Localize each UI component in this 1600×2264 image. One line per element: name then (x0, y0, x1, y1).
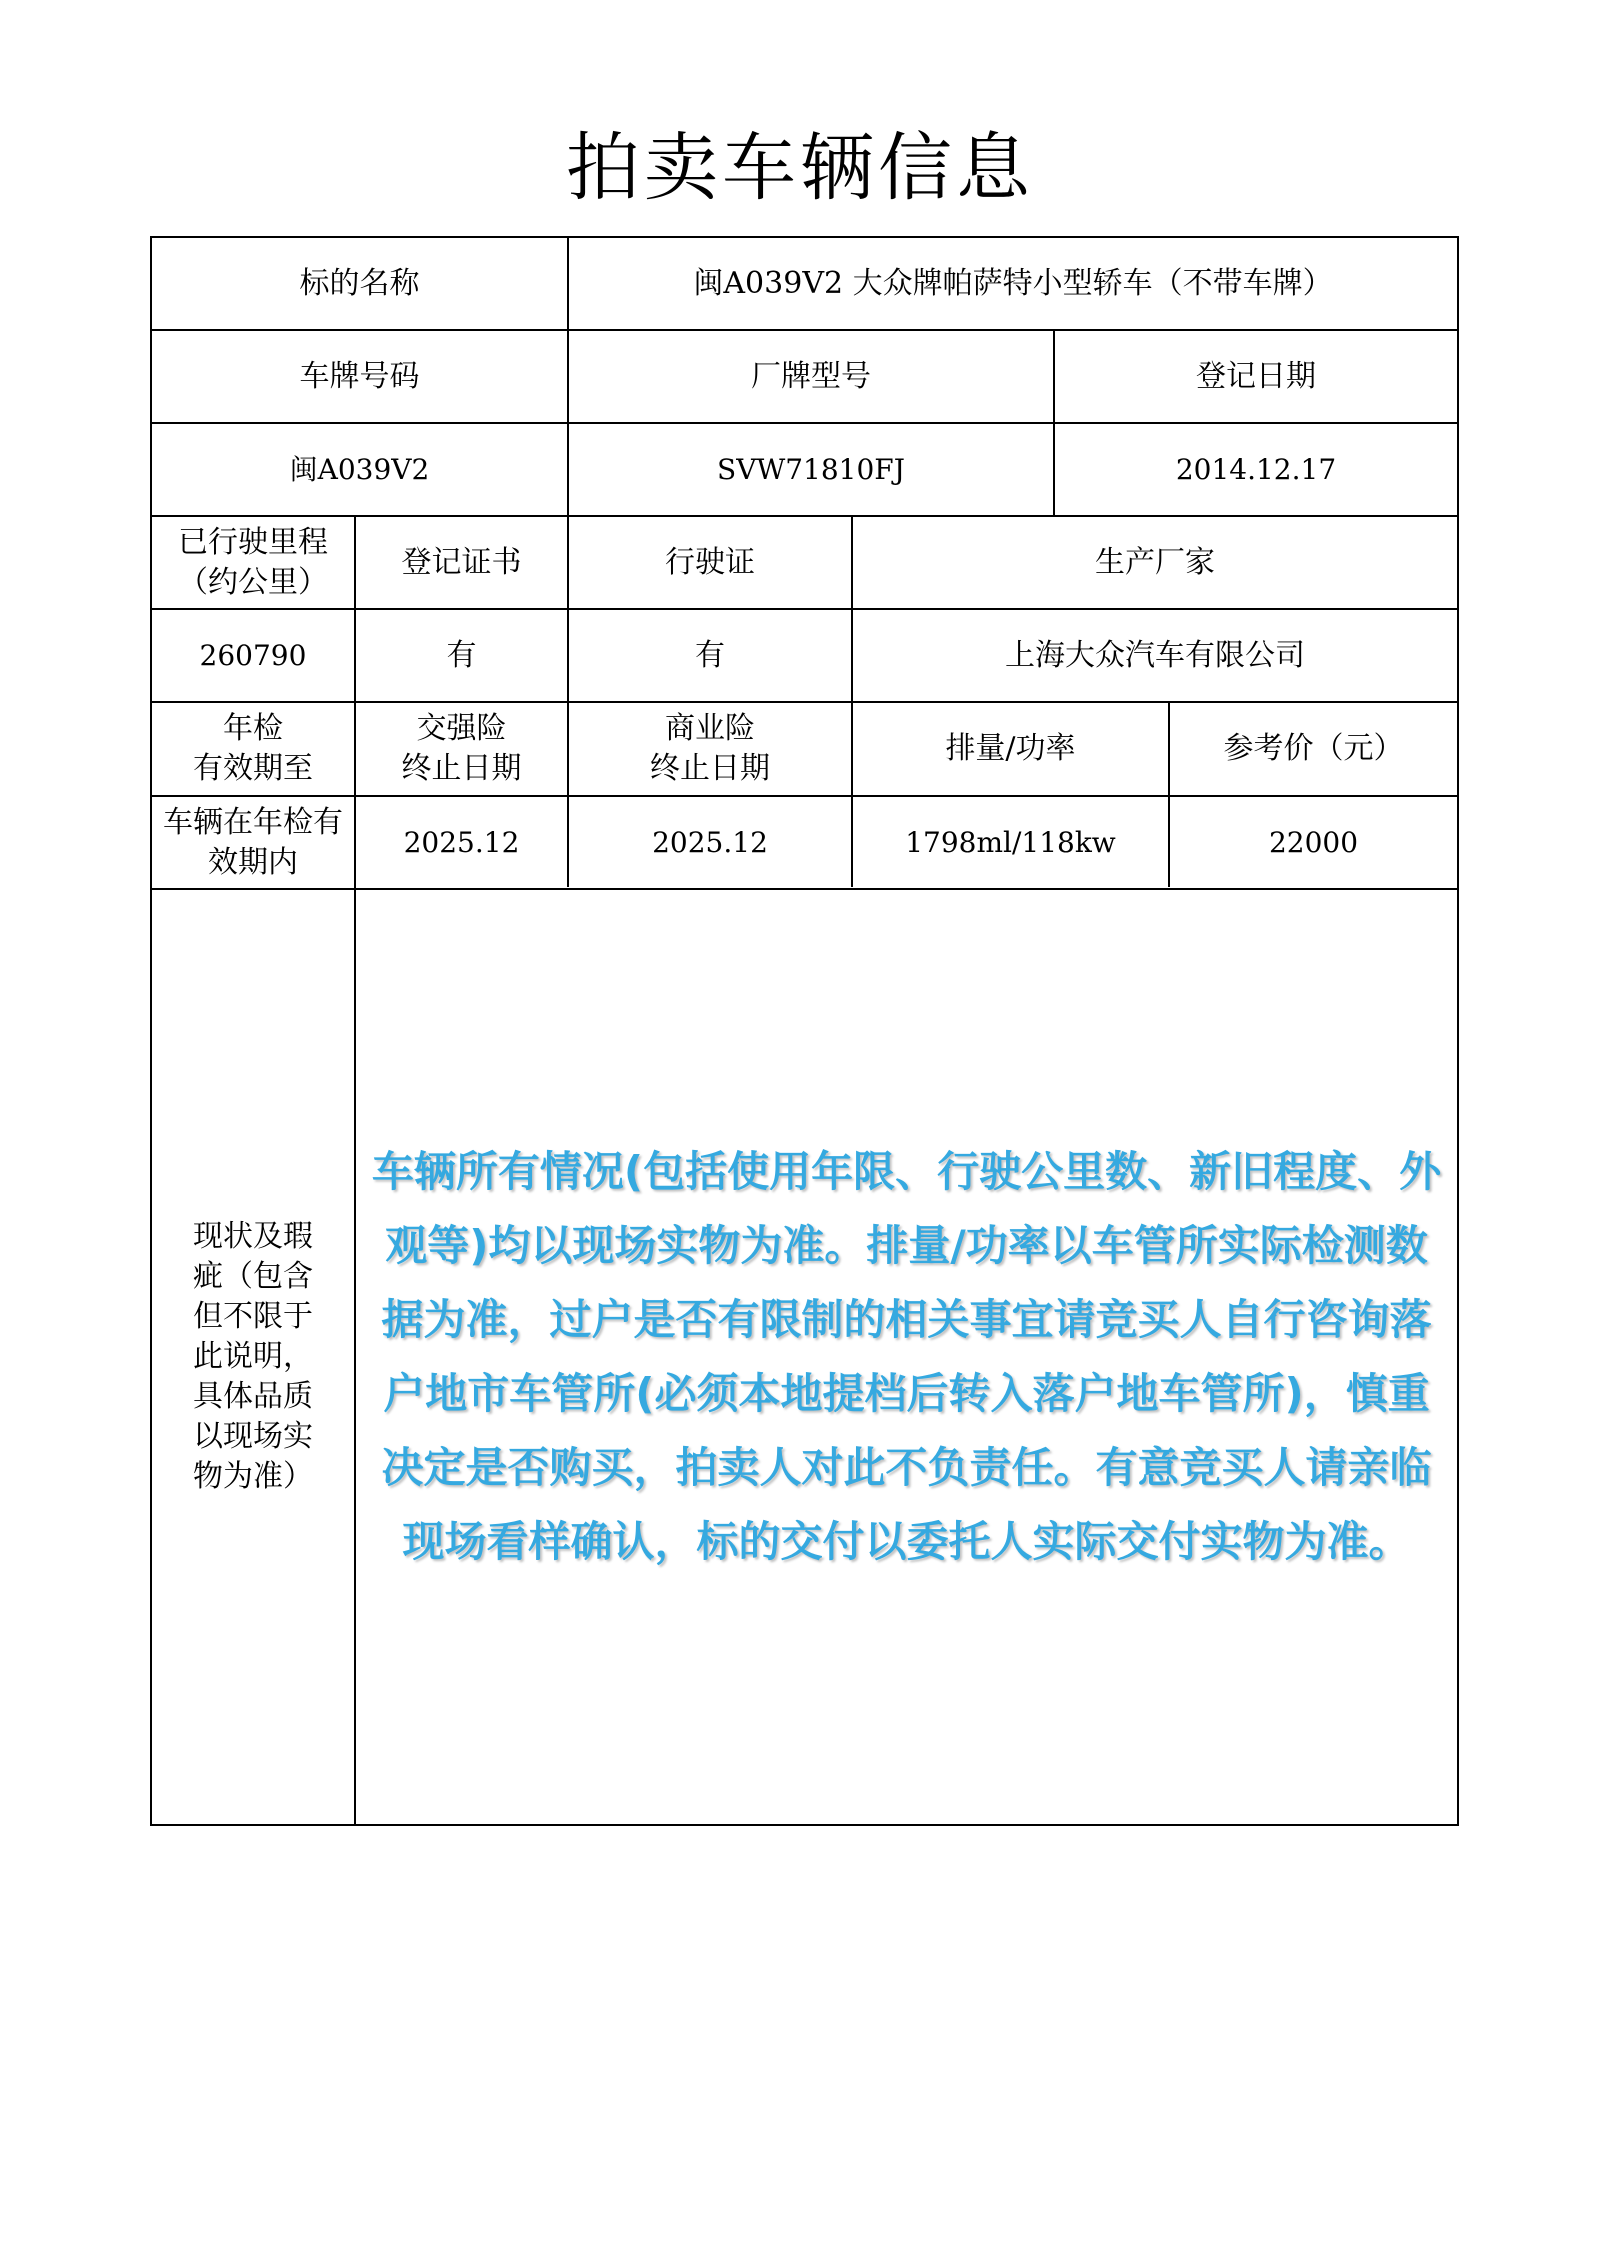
mileage-value: 260790 (199, 638, 307, 672)
compulsory-label-line: 终止日期 (401, 751, 522, 786)
subject-value: 闽A039V2 大众牌帕萨特小型轿车（不带车牌） (693, 265, 1333, 301)
inspection-value-line: 车辆在年检有 (163, 804, 343, 840)
inspection-value (152, 797, 354, 888)
notice-line: 决定是否购买，拍卖人对此不负责任。有意竞买人请亲临 (381, 1443, 1432, 1492)
page-title: 拍卖车辆信息 (566, 125, 1034, 211)
condition-label-line: 具体品质 (193, 1379, 313, 1414)
model-label: 厂牌型号 (751, 358, 871, 394)
manufacturer-value: 上海大众汽车有限公司 (1005, 637, 1305, 673)
condition-label-line: 疵（包含 (193, 1259, 313, 1294)
condition-label-line: 物为准） (193, 1459, 313, 1494)
manufacturer-label: 生产厂家 (1095, 544, 1215, 580)
reg-date-value: 2014.12.17 (1175, 452, 1337, 486)
inspection-label (152, 703, 354, 795)
reg-cert-label: 登记证书 (401, 544, 522, 580)
notice-line: 车辆所有情况(包括使用年限、行驶公里数、新旧程度、外 (371, 1147, 1442, 1196)
condition-label-line: 现状及瑕 (193, 1219, 313, 1254)
compulsory-label-line: 交强险 (416, 711, 507, 746)
table-border-bottom (150, 1824, 1459, 1826)
commercial-insurance-value: 2025.12 (652, 825, 768, 859)
notice-line: 现场看样确认，标的交付以委托人实际交付实物为准。 (402, 1517, 1411, 1566)
commercial-label-line: 商业险 (665, 711, 755, 746)
reg-cert-value: 有 (446, 637, 477, 673)
license-value: 有 (695, 637, 725, 673)
displacement-value: 1798ml/118kw (905, 825, 1116, 859)
inspection-value-line: 效期内 (208, 844, 298, 880)
model-value: SVW71810FJ (717, 452, 905, 486)
table-border-right (1457, 236, 1459, 1826)
license-label: 行驶证 (665, 544, 755, 580)
condition-notice (356, 890, 1457, 1824)
mileage-label-line: （约公里） (178, 564, 328, 600)
inspection-label-line: 有效期至 (193, 751, 313, 786)
condition-label-line: 但不限于 (193, 1299, 313, 1334)
notice-line: 观等)均以现场实物为准。排量/功率以车管所实际检测数 (385, 1221, 1428, 1270)
price-value: 22000 (1268, 825, 1359, 859)
notice-line: 据为准，过户是否有限制的相关事宜请竞买人自行咨询落 (381, 1295, 1432, 1344)
commercial-insurance-label (569, 703, 851, 795)
reg-date-label: 登记日期 (1196, 358, 1316, 394)
commercial-label-line: 终止日期 (650, 751, 770, 786)
displacement-label: 排量/功率 (945, 731, 1076, 766)
mileage-label (152, 517, 354, 608)
plate-value: 闽A039V2 (289, 452, 430, 486)
condition-label (152, 890, 354, 1824)
condition-label-line: 此说明， (193, 1339, 313, 1374)
notice-line: 户地市车管所(必须本地提档后转入落户地车管所)，慎重 (383, 1369, 1430, 1418)
compulsory-insurance-value: 2025.12 (403, 825, 520, 859)
plate-label: 车牌号码 (299, 358, 420, 394)
subject-label: 标的名称 (299, 265, 420, 301)
price-label: 参考价（元） (1223, 731, 1404, 766)
inspection-label-line: 年检 (223, 711, 283, 746)
compulsory-insurance-label (356, 703, 567, 795)
mileage-label-line: 已行驶里程 (178, 524, 328, 560)
condition-label-line: 以现场实 (193, 1419, 313, 1454)
